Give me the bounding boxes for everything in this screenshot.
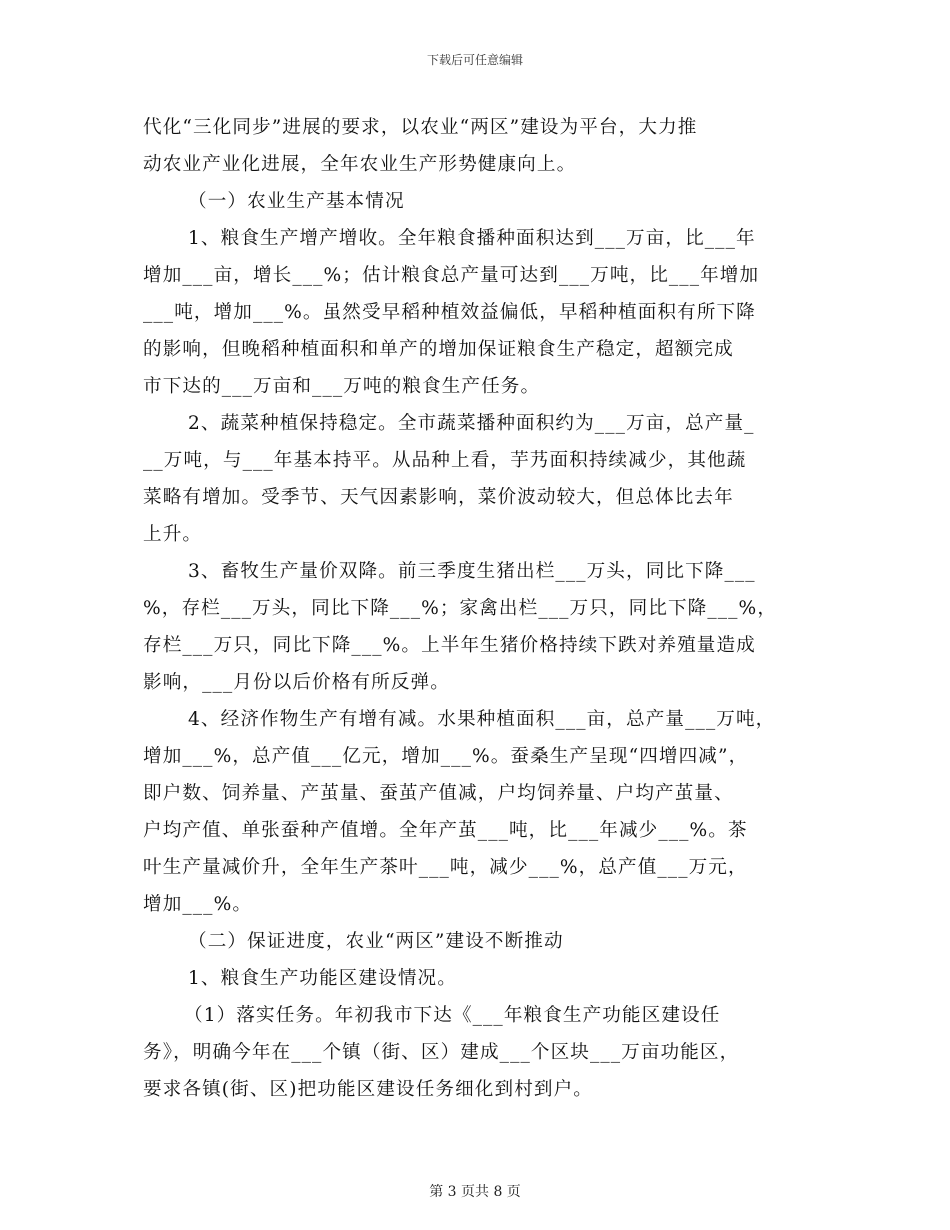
body-line: ___吨，增加___%。虽然受早稻种植效益偏低，早稻种植面积有所下降 <box>143 302 756 323</box>
body-line: 存栏___万只，同比下降___%。上半年生猪价格持续下跌对养殖量造成 <box>143 635 756 656</box>
body-line: 3、畜牧生产量价双降。前三季度生猪出栏___万头，同比下降___ <box>188 561 756 582</box>
body-line: 叶生产量减价升，全年生产茶叶___吨，减少___%，总产值___万元， <box>143 857 748 878</box>
section-heading: （一）农业生产基本情况 <box>188 191 405 212</box>
body-line: 4、经济作物生产有增有减。水果种植面积___亩，总产量___万吨， <box>188 709 776 730</box>
body-line: 市下达的___万亩和___万吨的粮食生产任务。 <box>143 376 541 397</box>
body-line: 务》，明确今年在___个镇（街、区）建成___个区块___万亩功能区， <box>143 1042 740 1063</box>
section-heading: （二）保证进度，农业“两区”建设不断推动 <box>188 931 564 952</box>
body-line: 菜略有增加。受季节、天气因素影响，菜价波动较大，但总体比去年 <box>143 487 734 508</box>
page-header: 下载后可任意编辑 <box>426 53 523 67</box>
body-line: 1、粮食生产功能区建设情况。 <box>188 968 457 989</box>
body-line: 户均产值、单张蚕种产值增。全年产茧___吨，比___年减少___%。茶 <box>143 820 748 841</box>
body-line: 的影响，但晚稻种植面积和单产的增加保证粮食生产稳定，超额完成 <box>143 339 734 360</box>
body-line: 动农业产业化进展，全年农业生产形势健康向上。 <box>143 154 577 175</box>
body-line: 上升。 <box>143 524 203 545</box>
body-line: 增加___亩，增长___%；估计粮食总产量可达到___万吨，比___年增加 <box>143 265 760 286</box>
body-line: 即户数、饲养量、产茧量、蚕茧产值减，户均饲养量、户均产茧量、 <box>143 783 734 804</box>
page-footer: 第 3 页共 8 页 <box>429 1184 521 1200</box>
body-line: 增加___%。 <box>143 894 253 915</box>
body-line: 影响，___月份以后价格有所反弹。 <box>143 672 450 693</box>
body-line: （1）落实任务。年初我市下达《___年粮食生产功能区建设任 <box>184 1005 721 1026</box>
body-line: 要求各镇(街、区)把功能区建设任务细化到村到户。 <box>143 1079 593 1100</box>
body-line: __万吨，与___年基本持平。从品种上看，芋艿面积持续减少，其他蔬 <box>143 450 747 471</box>
body-line: 代化“三化同步”进展的要求，以农业“两区”建设为平台，大力推 <box>143 117 698 138</box>
body-line: 1、粮食生产增产增收。全年粮食播种面积达到___万亩，比___年 <box>188 228 756 249</box>
body-line: 增加___%，总产值___亿元，增加___%。蚕桑生产呈现“四增四减”， <box>143 746 749 767</box>
body-line: 2、蔬菜种植保持稳定。全市蔬菜播种面积约为___万亩，总产量_ <box>188 413 755 434</box>
document-body <box>143 109 807 1108</box>
body-line: %，存栏___万头，同比下降___%；家禽出栏___万只，同比下降___%， <box>143 598 778 619</box>
